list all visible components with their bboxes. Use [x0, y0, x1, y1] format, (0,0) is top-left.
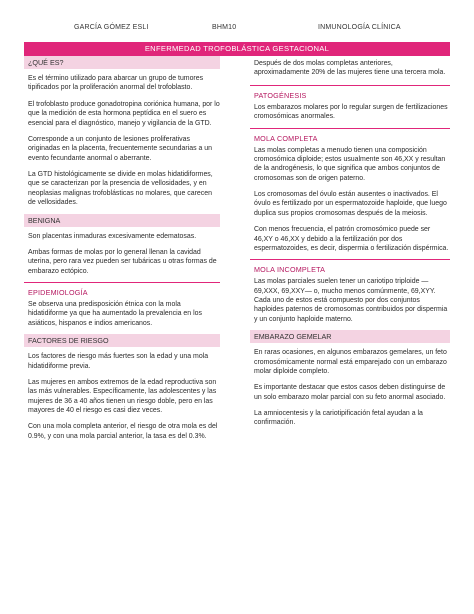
left-column: [24, 56, 220, 441]
section-factores: [24, 352, 220, 441]
paragraph: La amniocentesis y la cariotipificación fetal ayudan a la confirmación.: [254, 410, 423, 427]
paragraph: Se observa una predisposición étnica con la mola hidatidiforme ya que ha aumentado la prevalencia en los asiáticos, hispanos e indios americanos.: [28, 301, 202, 327]
paragraph: Es el término utilizado para abarcar un grupo de tumores tipificados por la proliferación anormal del trofoblasto.: [28, 75, 204, 92]
section-mola-incompleta: [250, 277, 450, 324]
paragraph: Son placentas inmaduras excesivamente edematosas.: [28, 232, 197, 240]
paragraph: Corresponde a un conjunto de lesiones proliferativas originadas en la placenta, frecuentemente secundarias a un evento fecundante anormal o aberrante.: [28, 135, 212, 162]
course-code: BHM10: [212, 24, 237, 31]
paragraph: Las molas parciales suelen tener un cariotipo triploide —69,XXX, 69,XXY— o, mucho menos comúnmente, 69,XYY. Cada uno de estos está compuesto por dos conjuntos haploides paternos de cromosomas contribuidos por dispermia y un conjunto haploide materno.: [254, 278, 448, 323]
document-header: [0, 24, 474, 36]
paragraph: Los factores de riesgo más fuertes son la edad y una mola hidatidiforme previa.: [28, 353, 209, 370]
paragraph: Después de dos molas completas anteriores, aproximadamente 20% de las mujeres tiene una tercera mola.: [254, 60, 446, 77]
section-heading-mola-completa: MOLA COMPLETA: [254, 133, 318, 143]
section-heading-factores: FACTORES DE RIESGO: [24, 334, 220, 347]
paragraph: Ambas formas de molas por lo general llenan la cavidad uterina, pero rara vez pueden ser tubáricas u otras formas de embarazo ectópico.: [28, 248, 217, 275]
title-band: [24, 42, 450, 56]
paragraph: El trofoblasto produce gonadotropina coriónica humana, por lo que la medición de esta hormona peptídica en el suero es esencial para el diagnóstico, manejo y vigilancia de la GTD.: [28, 100, 220, 127]
paragraph: Las molas completas a menudo tienen una composición cromosómica diploide; estos usualmente son 46,XX y resultan de la androgénesis, lo que significa que ambos conjuntos de cromosomas son de origen paterno.: [254, 146, 446, 182]
section-que-es: [24, 74, 220, 208]
paragraph: Los cromosomas del óvulo están ausentes o inactivados. El óvulo es fertilizado por un espermatozoide haploide, que luego duplica sus propios cromosomas después de la meiosis.: [254, 191, 447, 217]
author-name: GARCÍA GÓMEZ ESLI: [74, 24, 149, 31]
section-heading-que-es: ¿QUÉ ES?: [24, 56, 220, 69]
section-heading-embarazo-gemelar: EMBARAZO GEMELAR: [250, 330, 450, 343]
section-benigna: [24, 232, 220, 277]
paragraph: Los embarazos molares por lo regular surgen de fertilizaciones cromosómicas anormales.: [254, 103, 448, 121]
right-column: [250, 56, 450, 428]
section-heading-mola-incompleta: MOLA INCOMPLETA: [254, 265, 326, 275]
paragraph: En raras ocasiones, en algunos embarazos gemelares, un feto cromosómicamente normal está emparejado con un embarazo molar diploide completo.: [254, 349, 447, 375]
section-heading-epidemiologia: EPIDEMIOLOGÍA: [28, 288, 88, 297]
section-mola-completa: [250, 146, 450, 254]
section-heading-patogenesis: PATOGÉNESIS: [254, 90, 307, 100]
subject-name: INMUNOLOGÍA CLÍNICA: [318, 24, 401, 31]
paragraph: Con una mola completa anterior, el riesgo de otra mola es del 0.9%, y con una mola parcial anterior, la tasa es del 0.3%.: [28, 423, 218, 440]
section-heading-benigna: BENIGNA: [24, 214, 220, 227]
section-embarazo-gemelar: [250, 348, 450, 428]
document-title: ENFERMEDAD TROFOBLÁSTICA GESTACIONAL: [144, 44, 330, 53]
section-patogenesis: [250, 103, 450, 122]
paragraph: Con menos frecuencia, el patrón cromosómico puede ser 46,XY o 46,XX y debido a la fertilización por dos espermatozoides, es decir, dispermia o fertilización dispérmica.: [254, 226, 449, 252]
paragraph: La GTD histológicamente se divide en molas hidatidiformes, que se caracterizan por la presencia de vellosidades, y en neoplasias malignas trofoblásticas no molares, que carecen de vellosidades.: [28, 171, 213, 207]
paragraph: Es importante destacar que estos casos deben distinguirse de un solo embarazo molar parcial con su feto anormal asociado.: [254, 384, 446, 401]
section-epidemiologia: [24, 300, 220, 328]
paragraph: Las mujeres en ambos extremos de la edad reproductiva son las más vulnerables. Específicamente, las adolescentes y las mujeres de 36 a 40 años tienen un riesgo doble, pero en las mayores de 40 el riesgo es casi diez veces.: [28, 378, 217, 414]
